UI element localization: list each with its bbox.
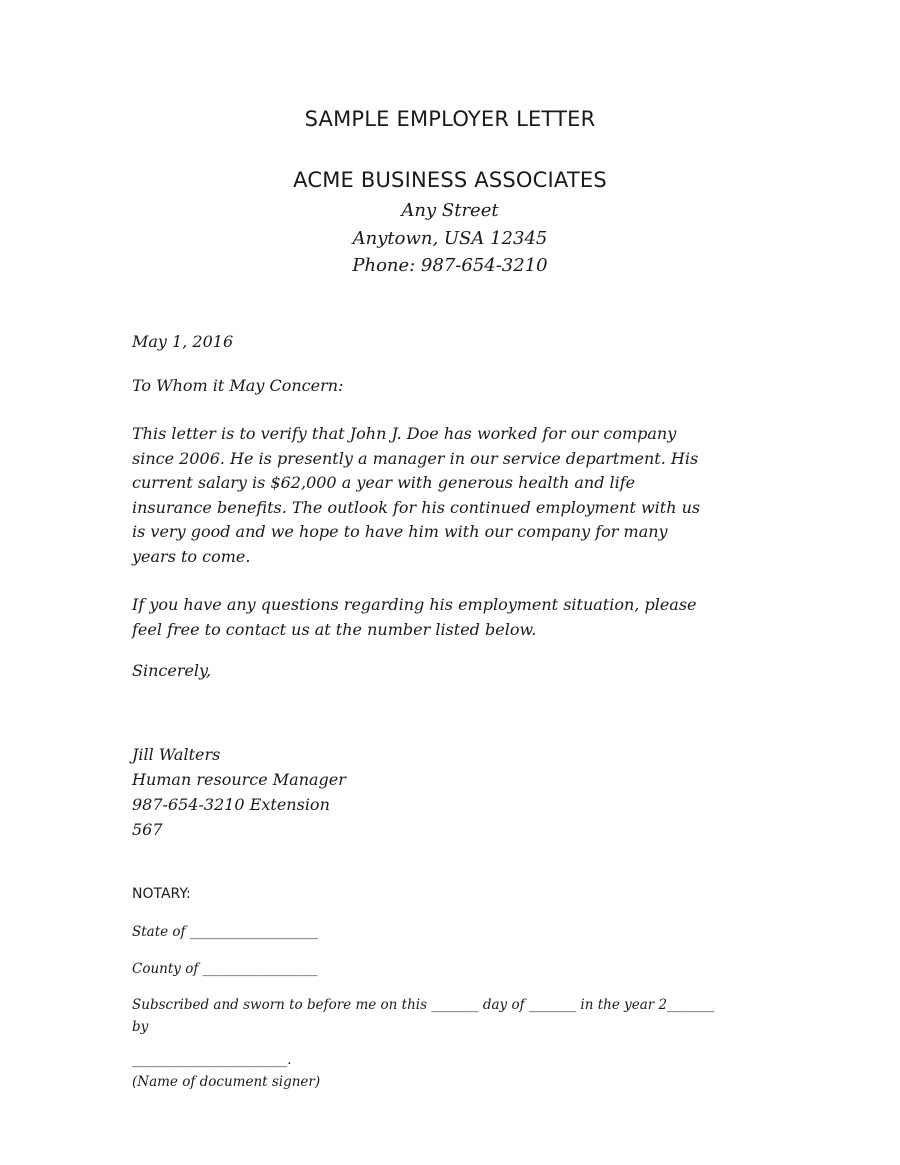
body-paragraph-2 <box>132 593 772 642</box>
company-city: Anytown, USA 12345 <box>352 228 548 249</box>
paragraph-line: If you have any questions regarding his employment situation, please <box>132 595 697 614</box>
letter-salutation: To Whom it May Concern: <box>132 376 344 395</box>
signer-phone: 987-654-3210 Extension <box>132 795 330 814</box>
notary-by-line: by <box>132 1019 149 1035</box>
notary-signer-line: _______________________. <box>132 1052 292 1068</box>
letter-date: May 1, 2016 <box>132 332 234 351</box>
notary-label: NOTARY: <box>132 886 191 902</box>
notary-county-field: County of _________________ <box>132 961 318 977</box>
company-name: ACME BUSINESS ASSOCIATES <box>293 168 607 192</box>
document-title: SAMPLE EMPLOYER LETTER <box>304 107 596 131</box>
notary-state-field: State of ___________________ <box>132 924 319 940</box>
company-street: Any Street <box>401 200 499 221</box>
paragraph-line: since 2006. He is presently a manager in our service department. His <box>132 448 699 468</box>
signature-block <box>132 742 772 842</box>
body-paragraph-1 <box>132 422 772 570</box>
notary-subscribed-line: Subscribed and sworn to before me on this _______ day of _______ in the year 2_______ <box>132 997 715 1013</box>
notary-signer-caption: (Name of document signer) <box>132 1074 321 1090</box>
paragraph-line: current salary is $62,000 a year with generous health and life <box>132 473 636 493</box>
paragraph-line: is very good and we hope to have him with our company for many <box>132 522 668 542</box>
paragraph-line: insurance benefits. The outlook for his continued employment with us <box>132 497 701 517</box>
paragraph-line: feel free to contact us at the number listed below. <box>132 619 537 639</box>
company-phone: Phone: 987-654-3210 <box>352 255 548 276</box>
signer-extension: 567 <box>132 820 163 839</box>
signer-title: Human resource Manager <box>132 770 346 789</box>
paragraph-line: This letter is to verify that John J. Doe has worked for our company <box>132 424 677 443</box>
signer-name: Jill Walters <box>132 745 221 764</box>
paragraph-line: years to come. <box>132 546 251 566</box>
letter-closing: Sincerely, <box>132 661 212 680</box>
